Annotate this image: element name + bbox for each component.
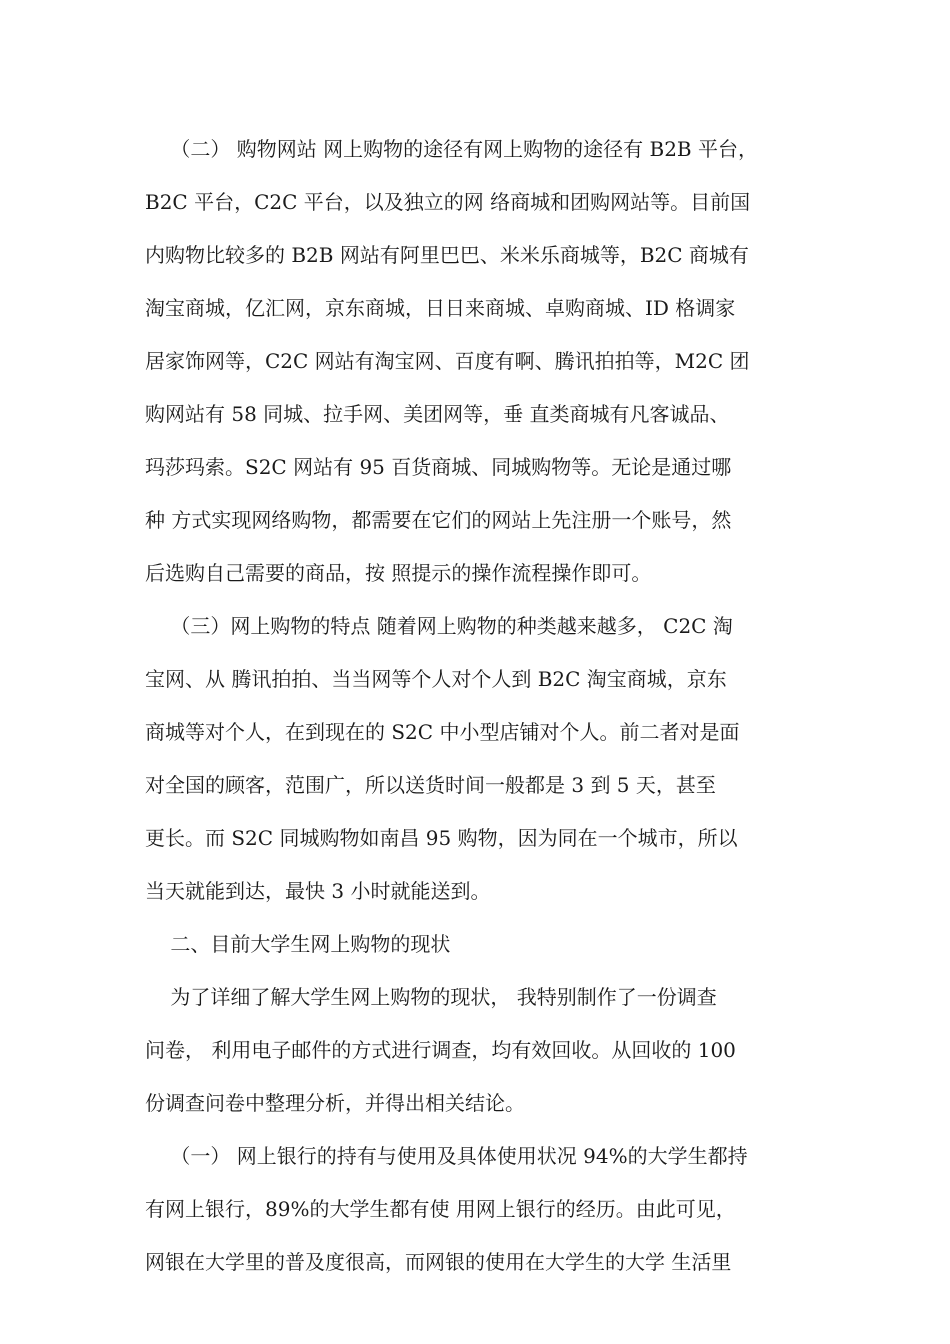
text-line: 为了详细了解大学生网上购物的现状， 我特别制作了一份调查 [145,985,717,1009]
text-line: 问卷， 利用电子邮件的方式进行调查，均有效回收。从回收的 100 [145,1038,736,1062]
text-line: （二） 购物网站 网上购物的途径有网上购物的途径有 B2B 平台， [145,137,758,161]
text-line: 玛莎玛索。S2C 网站有 95 百货商城、同城购物等。无论是通过哪 [145,455,732,479]
text-line: 份调查问卷中整理分析，并得出相关结论。 [145,1091,525,1115]
text-line: （一） 网上银行的持有与使用及具体使用状况 94%的大学生都持 [145,1144,748,1168]
text-line: 居家饰网等，C2C 网站有淘宝网、百度有啊、腾讯拍拍等，M2C 团 [145,349,750,373]
text-line: B2C 平台，C2C 平台，以及独立的网 络商城和团购网站等。目前国 [145,190,751,214]
section-heading: 二、目前大学生网上购物的现状 [145,932,451,956]
text-line: 更长。而 S2C 同城购物如南昌 95 购物，因为同在一个城市，所以 [145,826,738,850]
text-line: 淘宝商城，亿汇网，京东商城，日日来商城、卓购商城、ID 格调家 [145,296,736,320]
text-line: 当天就能到达，最快 3 小时就能送到。 [145,879,491,903]
text-line: 网银在大学里的普及度很高，而网银的使用在大学生的大学 生活里 [145,1250,732,1274]
text-line: 对全国的顾客，范围广，所以送货时间一般都是 3 到 5 天，甚至 [145,773,716,797]
text-line: 购网站有 58 同城、拉手网、美团网等，垂 直类商城有凡客诚品、 [145,402,730,426]
text-line: 种 方式实现网络购物，都需要在它们的网站上先注册一个账号，然 [145,508,732,532]
text-line: 商城等对个人，在到现在的 S2C 中小型店铺对个人。前二者对是面 [145,720,740,744]
text-line: 内购物比较多的 B2B 网站有阿里巴巴、米米乐商城等，B2C 商城有 [145,243,749,267]
text-line: 有网上银行，89%的大学生都有使 用网上银行的经历。由此可见， [145,1197,736,1221]
text-line: （三）网上购物的特点 随着网上购物的种类越来越多， C2C 淘 [145,614,733,638]
text-line: 宝网、从 腾讯拍拍、当当网等个人对个人到 B2C 淘宝商城，京东 [145,667,727,691]
text-line: 后选购自己需要的商品，按 照提示的操作流程操作即可。 [145,561,652,585]
